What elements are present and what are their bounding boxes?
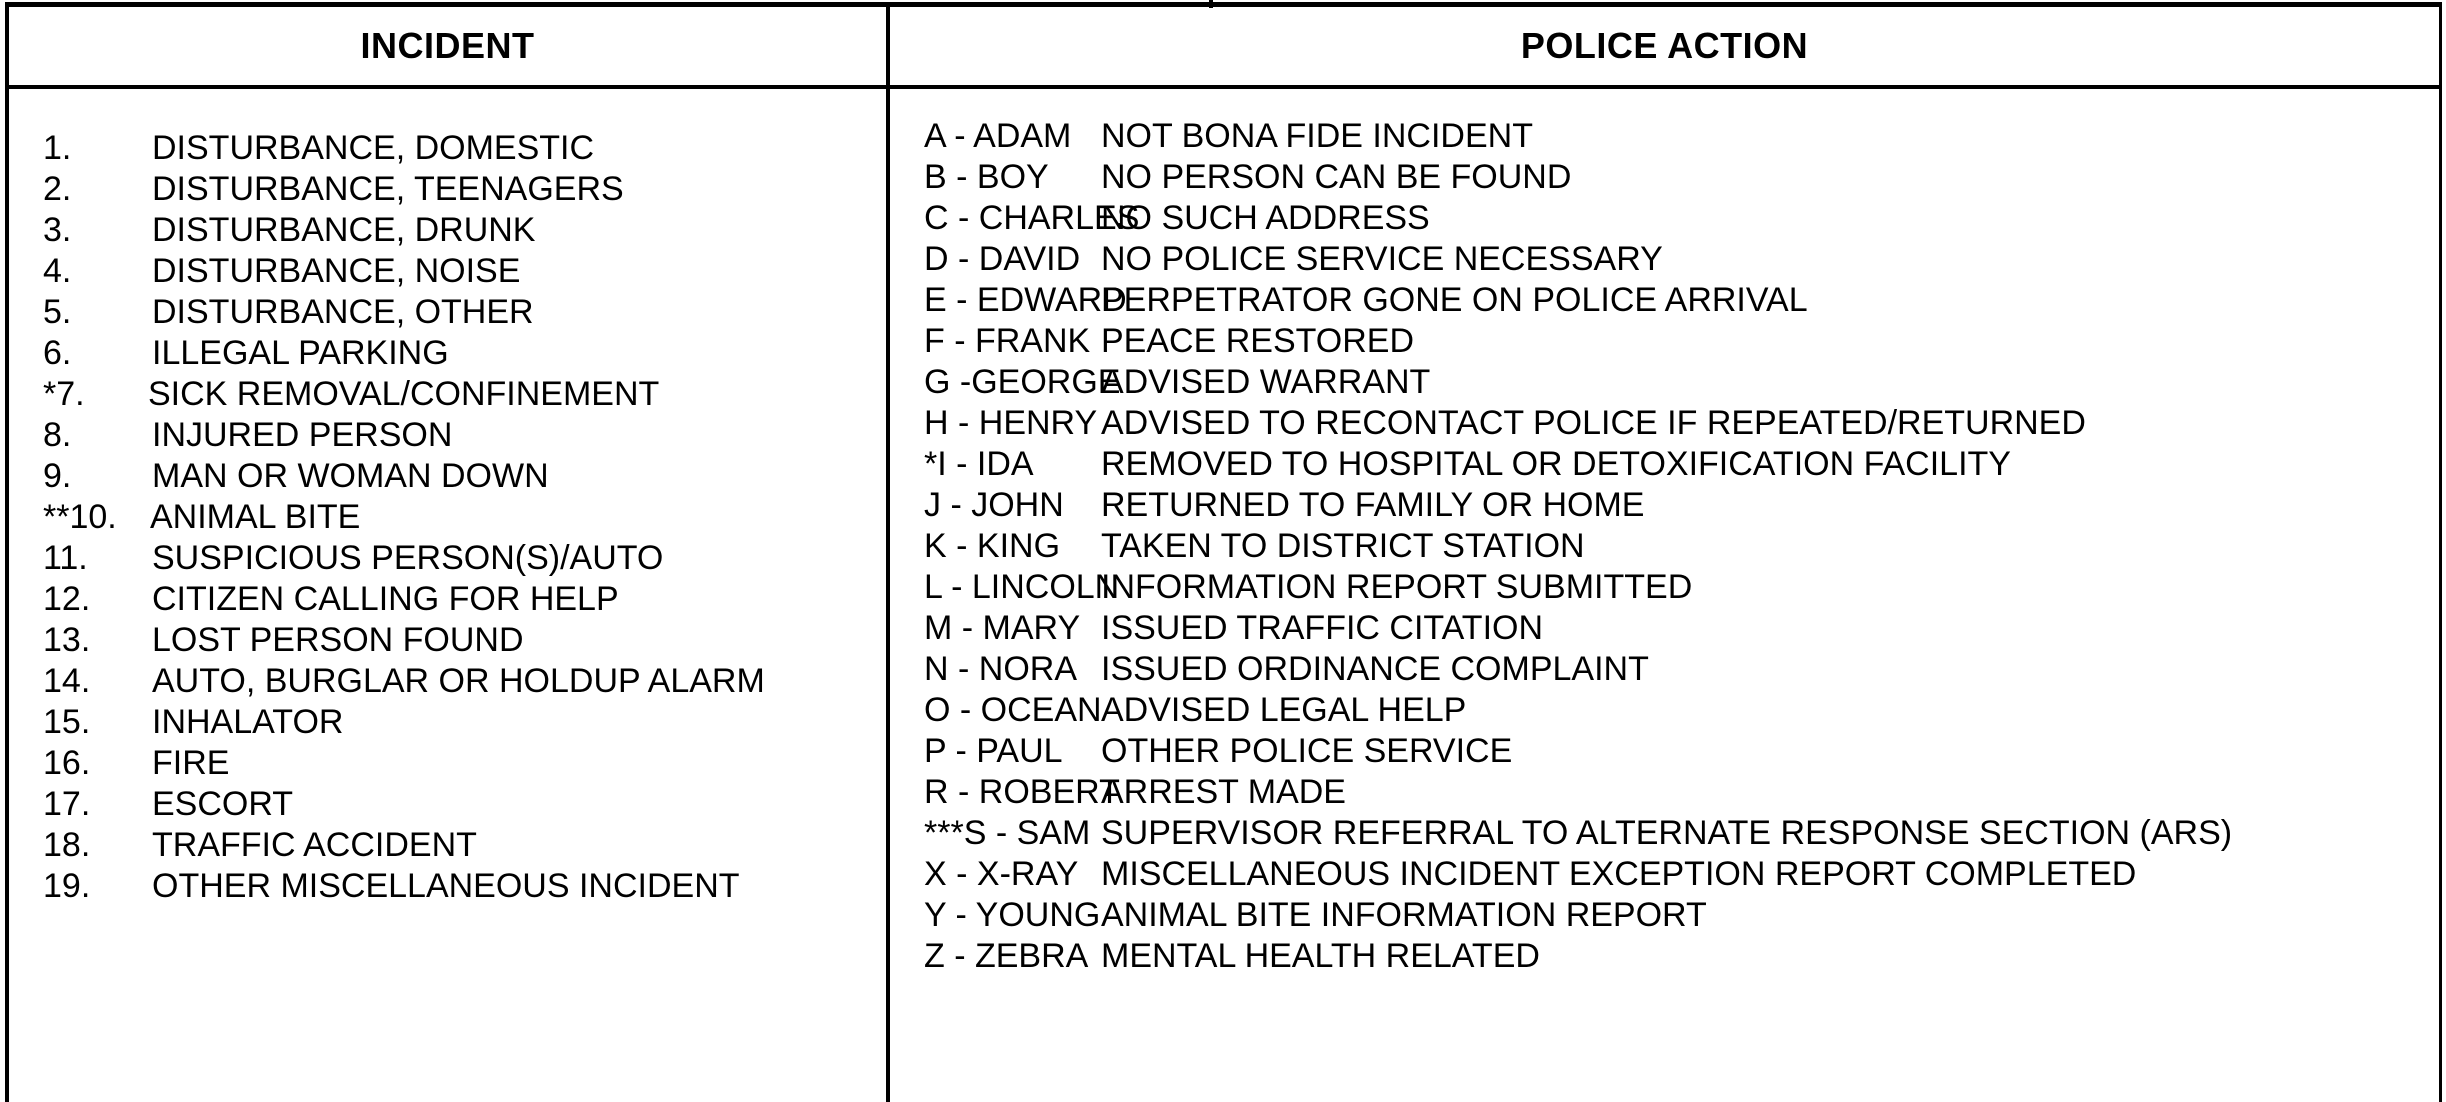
action-label: OTHER POLICE SERVICE xyxy=(1101,732,1513,770)
incident-label: LOST PERSON FOUND xyxy=(152,621,524,659)
incident-label: SUSPICIOUS PERSON(S)/AUTO xyxy=(152,539,664,577)
police-action-column xyxy=(886,7,2439,1102)
incident-label: DISTURBANCE, OTHER xyxy=(152,293,534,331)
incident-number: 13. xyxy=(43,621,91,659)
incident-number: 5. xyxy=(43,293,72,331)
incident-label: CITIZEN CALLING FOR HELP xyxy=(152,580,619,618)
action-code: X - X-RAY xyxy=(924,855,1079,893)
incident-label: INJURED PERSON xyxy=(152,416,453,454)
incident-number: 3. xyxy=(43,211,72,249)
incident-label: MAN OR WOMAN DOWN xyxy=(152,457,549,495)
action-code: *I - IDA xyxy=(924,445,1034,483)
action-label: TAKEN TO DISTRICT STATION xyxy=(1101,527,1585,565)
action-code: C - CHARLES xyxy=(924,199,1140,237)
action-label: SUPERVISOR REFERRAL TO ALTERNATE RESPONSE SECTION (ARS) xyxy=(1101,814,2233,852)
action-code: Y - YOUNG xyxy=(924,896,1101,934)
action-label: PEACE RESTORED xyxy=(1101,322,1415,360)
action-label: ISSUED TRAFFIC CITATION xyxy=(1101,609,1544,647)
action-code: G -GEORGE xyxy=(924,363,1121,401)
incident-label: DISTURBANCE, TEENAGERS xyxy=(152,170,624,208)
police-action-header: POLICE ACTION xyxy=(890,7,2439,89)
incident-number: 16. xyxy=(43,744,91,782)
action-code: A - ADAM xyxy=(924,117,1072,155)
action-label: ANIMAL BITE INFORMATION REPORT xyxy=(1101,896,1707,934)
incident-column xyxy=(9,7,886,1102)
action-code: P - PAUL xyxy=(924,732,1063,770)
action-code: B - BOY xyxy=(924,158,1049,196)
incident-label: ILLEGAL PARKING xyxy=(152,334,449,372)
incident-number: 19. xyxy=(43,867,91,905)
action-code: R - ROBERT xyxy=(924,773,1120,811)
action-code: O - OCEAN xyxy=(924,691,1102,729)
action-label: NO SUCH ADDRESS xyxy=(1101,199,1430,237)
action-label: ADVISED LEGAL HELP xyxy=(1101,691,1467,729)
incident-label: ESCORT xyxy=(152,785,294,823)
incident-number: 15. xyxy=(43,703,91,741)
action-label: NOT BONA FIDE INCIDENT xyxy=(1101,117,1533,155)
incident-label: FIRE xyxy=(152,744,230,782)
action-label: MENTAL HEALTH RELATED xyxy=(1101,937,1540,975)
incident-number: 14. xyxy=(43,662,91,700)
action-code: ***S - SAM xyxy=(924,814,1091,852)
incident-number: 8. xyxy=(43,416,72,454)
action-label: ISSUED ORDINANCE COMPLAINT xyxy=(1101,650,1649,688)
incident-number: 1. xyxy=(43,129,72,167)
incident-number: 12. xyxy=(43,580,91,618)
incident-number: 9. xyxy=(43,457,72,495)
action-label: ARREST MADE xyxy=(1101,773,1346,811)
incident-number: 17. xyxy=(43,785,91,823)
incident-number: 18. xyxy=(43,826,91,864)
incident-label: INHALATOR xyxy=(152,703,344,741)
action-label: RETURNED TO FAMILY OR HOME xyxy=(1101,486,1645,524)
action-code: H - HENRY xyxy=(924,404,1098,442)
action-label: ADVISED WARRANT xyxy=(1101,363,1431,401)
incident-number: 4. xyxy=(43,252,72,290)
action-code: L - LINCOLN xyxy=(924,568,1120,606)
incident-number: *7. xyxy=(43,375,85,413)
incident-number: **10. xyxy=(43,498,117,536)
incident-number: 2. xyxy=(43,170,72,208)
action-label: REMOVED TO HOSPITAL OR DETOXIFICATION FACILITY xyxy=(1101,445,2011,483)
incident-label: ANIMAL BITE xyxy=(150,498,361,536)
action-code: N - NORA xyxy=(924,650,1077,688)
action-code: Z - ZEBRA xyxy=(924,937,1089,975)
incident-label: AUTO, BURGLAR OR HOLDUP ALARM xyxy=(152,662,765,700)
incident-number: 6. xyxy=(43,334,72,372)
incident-number: 11. xyxy=(43,539,88,577)
incident-label: DISTURBANCE, DOMESTIC xyxy=(152,129,595,167)
action-code: J - JOHN xyxy=(924,486,1064,524)
incident-label: DISTURBANCE, NOISE xyxy=(152,252,521,290)
action-code: F - FRANK xyxy=(924,322,1091,360)
incident-label: DISTURBANCE, DRUNK xyxy=(152,211,536,249)
action-code: M - MARY xyxy=(924,609,1081,647)
incident-label: SICK REMOVAL/CONFINEMENT xyxy=(148,375,660,413)
action-label: NO PERSON CAN BE FOUND xyxy=(1101,158,1572,196)
action-code: K - KING xyxy=(924,527,1061,565)
incident-label: TRAFFIC ACCIDENT xyxy=(152,826,477,864)
action-label: ADVISED TO RECONTACT POLICE IF REPEATED/RETURNED xyxy=(1101,404,2086,442)
action-label: MISCELLANEOUS INCIDENT EXCEPTION REPORT COMPLETED xyxy=(1101,855,2137,893)
action-code: E - EDWARD xyxy=(924,281,1127,319)
incident-header: INCIDENT xyxy=(9,7,886,89)
action-code: D - DAVID xyxy=(924,240,1081,278)
incident-label: OTHER MISCELLANEOUS INCIDENT xyxy=(152,867,740,905)
action-label: PERPETRATOR GONE ON POLICE ARRIVAL xyxy=(1101,281,1808,319)
code-table xyxy=(5,2,2442,1102)
action-label: INFORMATION REPORT SUBMITTED xyxy=(1101,568,1693,606)
action-label: NO POLICE SERVICE NECESSARY xyxy=(1101,240,1663,278)
